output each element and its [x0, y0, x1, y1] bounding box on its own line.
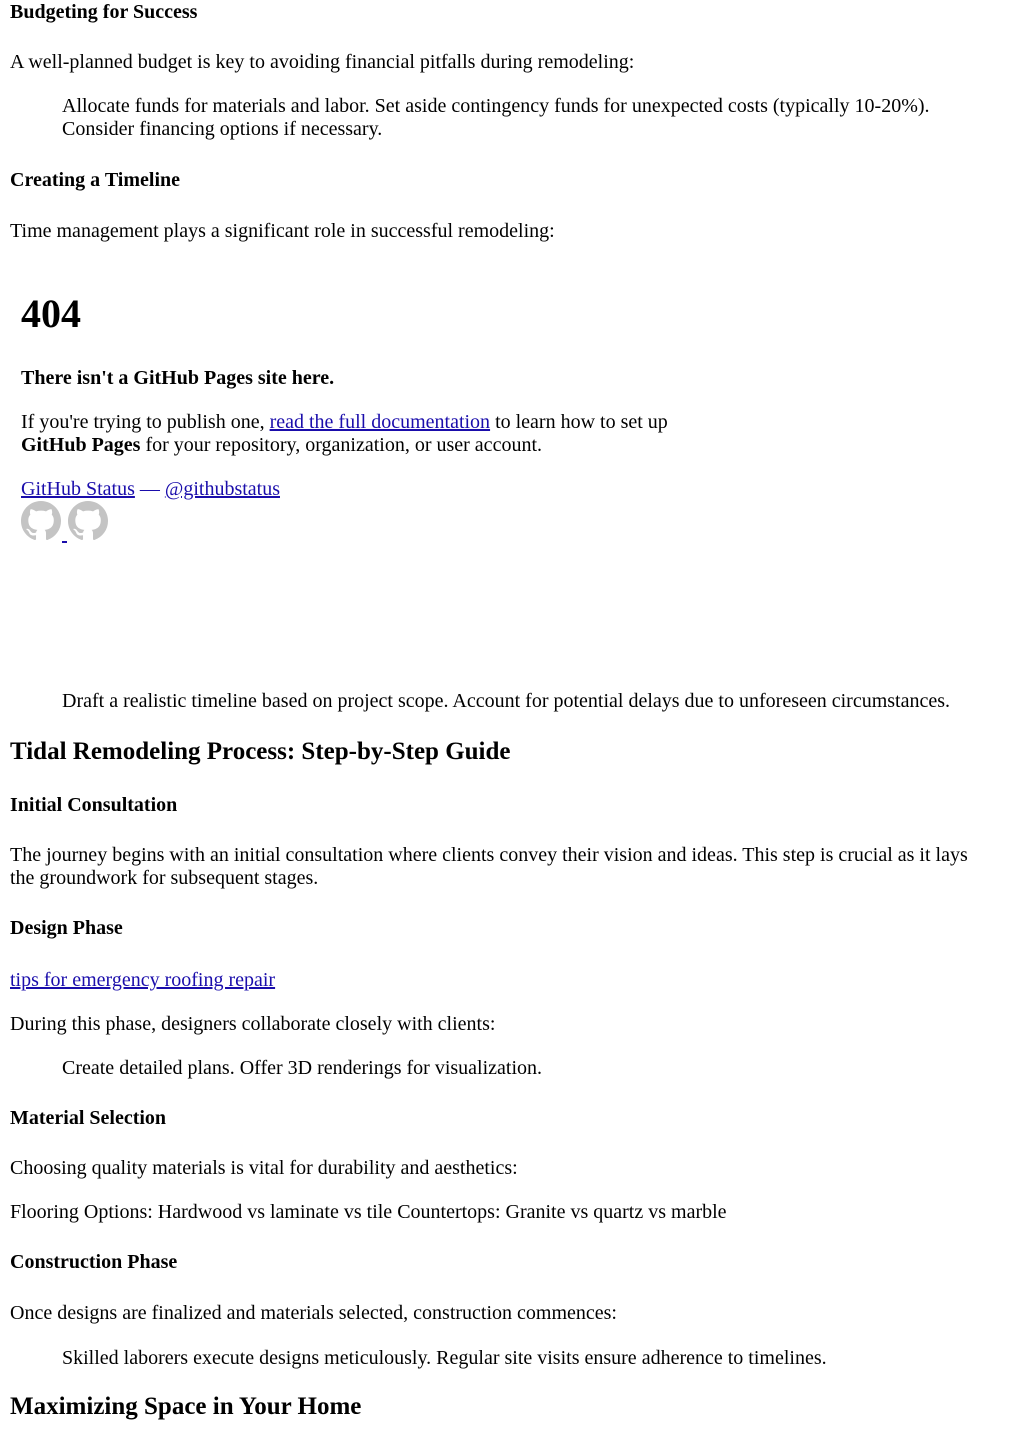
consultation-line-1: The journey begins with an initial consultation where clients convey their vision and ideas. This step is crucial as it lays — [10, 844, 968, 866]
budget-intro: A well-planned budget is key to avoiding financial pitfalls during remodeling: — [10, 51, 635, 73]
material-list: Flooring Options: Hardwood vs laminate vs tile Countertops: Granite vs quartz vs marble — [10, 1201, 727, 1223]
error-404-text-end: for your repository, organization, or user account. — [140, 434, 542, 456]
error-404-subtitle: There isn't a GitHub Pages site here. — [21, 367, 335, 389]
space-heading: Maximizing Space in Your Home — [10, 1393, 362, 1420]
githubstatus-twitter-link[interactable]: @githubstatus — [164, 478, 280, 500]
status-dash: — — [134, 478, 165, 500]
github-octocat-icon[interactable] — [21, 501, 61, 541]
consultation-line-2: the groundwork for subsequent stages. — [10, 867, 319, 889]
material-intro: Choosing quality materials is vital for durability and aesthetics: — [10, 1157, 518, 1179]
error-404-text-line-1 — [21, 411, 668, 434]
error-404-code: 404 — [21, 291, 81, 336]
budget-list-line-1: Allocate funds for materials and labor. Set aside contingency funds for unexpected costs (typically 10-20%). — [62, 95, 930, 117]
error-404-text-pre: If you're trying to publish one, — [21, 411, 270, 433]
github-octocat-left-svg — [21, 501, 61, 541]
timeline-intro: Time management plays a significant role in successful remodeling: — [10, 220, 555, 242]
roofing-repair-link[interactable]: tips for emergency roofing repair — [10, 969, 276, 991]
budget-heading: Budgeting for Success — [10, 1, 198, 23]
construction-list: Skilled laborers execute designs meticulously. Regular site visits ensure adherence to timelines. — [62, 1347, 827, 1369]
github-octocat-icon[interactable] — [68, 501, 108, 541]
icon-link-underline — [62, 541, 67, 543]
design-list: Create detailed plans. Offer 3D renderings for visualization. — [62, 1057, 543, 1079]
documentation-link[interactable]: read the full documentation — [269, 411, 491, 433]
error-404-text-post: to learn how to set up — [490, 411, 668, 433]
timeline-list: Draft a realistic timeline based on project scope. Account for potential delays due to unforeseen circumstances. — [62, 690, 951, 712]
process-heading: Tidal Remodeling Process: Step-by-Step Guide — [10, 738, 511, 765]
construction-intro: Once designs are finalized and materials selected, construction commences: — [10, 1302, 617, 1324]
construction-heading: Construction Phase — [10, 1251, 178, 1273]
github-octocat-right-svg — [68, 501, 108, 541]
material-heading: Material Selection — [10, 1107, 167, 1129]
budget-list-line-2: Consider financing options if necessary. — [62, 118, 383, 140]
design-heading: Design Phase — [10, 917, 123, 939]
error-404-text-line-2 — [21, 434, 542, 457]
design-intro: During this phase, designers collaborate closely with clients: — [10, 1013, 496, 1035]
github-pages-strong: GitHub Pages — [21, 434, 141, 456]
consultation-heading: Initial Consultation — [10, 794, 178, 816]
timeline-heading: Creating a Timeline — [10, 169, 180, 191]
github-status-line — [21, 478, 280, 501]
github-status-link[interactable]: GitHub Status — [21, 478, 135, 500]
